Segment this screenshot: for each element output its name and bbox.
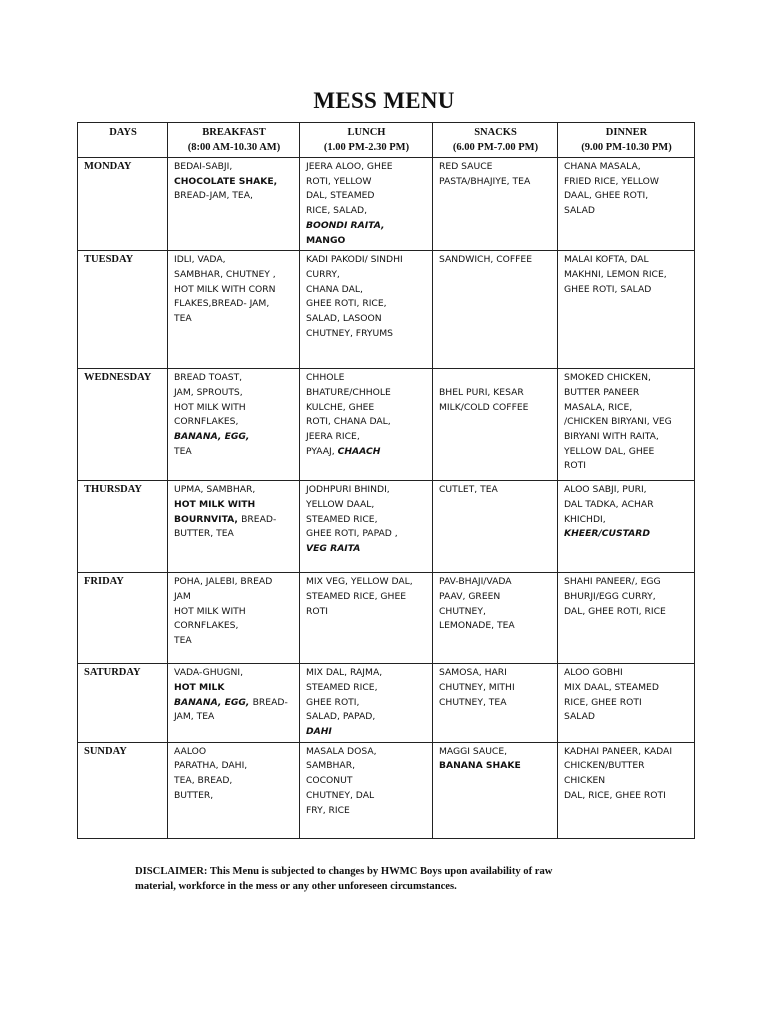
menu-line: BREAD TOAST, bbox=[174, 372, 243, 384]
menu-line: ROTI, YELLOW bbox=[306, 175, 372, 187]
menu-line: JEERA ALOO, GHEE bbox=[306, 161, 393, 172]
menu-line: MAKHNI, LEMON RICE, bbox=[564, 268, 667, 280]
menu-line: MIX DAL, RAJMA, bbox=[306, 667, 383, 679]
menu-line: YELLOW DAL, GHEE bbox=[564, 445, 655, 457]
menu-line: ALOO GOBHI bbox=[564, 667, 623, 679]
breakfast-cell bbox=[168, 251, 300, 369]
menu-line: PARATHA, DAHI, bbox=[174, 760, 248, 772]
page-title: MESS MENU bbox=[313, 88, 455, 113]
header-time: (1.00 PM-2.30 PM) bbox=[323, 142, 410, 153]
menu-line: KADHAI PANEER, KADAI bbox=[564, 745, 673, 757]
menu-line: PAV-BHAJI/VADA bbox=[439, 576, 512, 588]
menu-line: JAM, TEA bbox=[174, 711, 215, 723]
header-lunch bbox=[300, 123, 433, 158]
menu-line: SAMOSA, HARI bbox=[439, 667, 507, 679]
header-label: DAYS bbox=[109, 127, 137, 138]
snacks-cell bbox=[433, 664, 558, 743]
dinner-cell bbox=[558, 664, 695, 743]
day-cell: SATURDAY bbox=[78, 664, 168, 743]
breakfast-cell bbox=[168, 742, 300, 838]
menu-line: BANANA, EGG, bbox=[174, 431, 250, 443]
menu-line: SANDWICH, COFFEE bbox=[439, 254, 533, 266]
menu-line: BHATURE/CHHOLE bbox=[306, 386, 391, 398]
menu-line: VEG RAITA bbox=[306, 543, 361, 555]
menu-line: CHUTNEY, MITHI bbox=[439, 681, 515, 693]
menu-line: CORNFLAKES, bbox=[174, 416, 239, 428]
menu-line: DAL, RICE, GHEE ROTI bbox=[564, 789, 666, 801]
menu-line: DAAL, GHEE ROTI, bbox=[564, 190, 649, 202]
menu-line: SALAD, PAPAD, bbox=[306, 711, 376, 723]
snacks-cell bbox=[433, 742, 558, 838]
menu-line bbox=[439, 371, 552, 386]
menu-line: BOURNVITA, BREAD- bbox=[174, 513, 277, 525]
disclaimer-text-1: This Menu is subjected to changes by HWMC Boys upon availability of raw bbox=[207, 866, 553, 877]
disclaimer-line-2: material, workforce in the mess or any other unforeseen circumstances. bbox=[135, 880, 457, 892]
menu-line: BANANA, EGG, BREAD- bbox=[174, 696, 288, 708]
header-label: SNACKS bbox=[474, 127, 517, 138]
menu-line: BREAD-JAM, TEA, bbox=[174, 190, 253, 202]
menu-line: HOT MILK WITH bbox=[174, 498, 256, 510]
menu-line: SALAD, LASOON bbox=[306, 313, 382, 325]
menu-line: FRY, RICE bbox=[306, 804, 350, 816]
menu-line: CORNFLAKES, bbox=[174, 620, 239, 632]
table-row bbox=[78, 742, 695, 838]
lunch-cell bbox=[300, 251, 433, 369]
menu-line: ROTI bbox=[564, 460, 586, 472]
menu-line: TEA bbox=[174, 445, 192, 457]
header-time: (6.00 PM-7.00 PM) bbox=[452, 142, 539, 153]
menu-line: IDLI, VADA, bbox=[174, 254, 226, 266]
breakfast-cell bbox=[168, 573, 300, 664]
menu-line: MANGO bbox=[306, 234, 346, 246]
menu-line: FRIED RICE, YELLOW bbox=[564, 175, 659, 187]
day-cell: FRIDAY bbox=[78, 573, 168, 664]
menu-line: TEA bbox=[174, 313, 192, 325]
menu-line: JAM bbox=[174, 590, 191, 602]
menu-line: BIRYANI WITH RAITA, bbox=[564, 431, 659, 443]
header-label: LUNCH bbox=[347, 127, 386, 138]
menu-line: AALOO bbox=[174, 745, 207, 757]
header-row bbox=[78, 123, 695, 158]
lunch-cell bbox=[300, 369, 433, 481]
menu-line: HOT MILK WITH bbox=[174, 401, 246, 413]
menu-line: STEAMED RICE, bbox=[306, 681, 378, 693]
header-label: DINNER bbox=[605, 127, 648, 138]
menu-line: BHEL PURI, KESAR bbox=[439, 386, 524, 398]
disclaimer-label: DISCLAIMER: bbox=[135, 866, 208, 877]
menu-line: MAGGI SAUCE, bbox=[439, 745, 508, 757]
menu-line: CHUTNEY, FRYUMS bbox=[306, 327, 393, 339]
header-time: (8:00 AM-10.30 AM) bbox=[187, 142, 281, 153]
menu-line: CHUTNEY, DAL bbox=[306, 789, 375, 801]
menu-line: CHOCOLATE SHAKE, bbox=[174, 175, 278, 187]
menu-line: MIX DAAL, STEAMED bbox=[564, 681, 659, 693]
header-snacks bbox=[433, 123, 558, 158]
breakfast-cell bbox=[168, 158, 300, 251]
lunch-cell bbox=[300, 481, 433, 573]
menu-line: HOT MILK WITH bbox=[174, 605, 246, 617]
menu-line: CHANA MASALA, bbox=[564, 161, 641, 172]
menu-line: ROTI bbox=[306, 605, 328, 617]
lunch-cell bbox=[300, 742, 433, 838]
day-cell: THURSDAY bbox=[78, 481, 168, 573]
menu-line: STEAMED RICE, GHEE bbox=[306, 590, 407, 602]
menu-line: HOT MILK bbox=[174, 681, 225, 693]
menu-table bbox=[77, 122, 695, 839]
day-cell: WEDNESDAY bbox=[78, 369, 168, 481]
menu-line: GHEE ROTI, bbox=[306, 696, 360, 708]
menu-line: COCONUT bbox=[306, 775, 353, 787]
menu-line: YELLOW DAAL, bbox=[306, 498, 375, 510]
menu-line: SALAD bbox=[564, 205, 595, 217]
menu-line: PYAAJ, CHAACH bbox=[306, 445, 381, 457]
menu-line: CHICKEN bbox=[564, 775, 606, 787]
menu-line: GHEE ROTI, SALAD bbox=[564, 283, 652, 295]
disclaimer bbox=[135, 865, 655, 894]
menu-line: POHA, JALEBI, BREAD bbox=[174, 576, 273, 588]
table-row bbox=[78, 158, 695, 251]
menu-line: DAL, STEAMED bbox=[306, 190, 375, 202]
snacks-cell bbox=[433, 369, 558, 481]
dinner-cell bbox=[558, 481, 695, 573]
menu-line: KADI PAKODI/ SINDHI bbox=[306, 254, 403, 266]
menu-line: BUTTER, bbox=[174, 789, 214, 801]
dinner-cell bbox=[558, 742, 695, 838]
menu-line: RICE, SALAD, bbox=[306, 205, 368, 217]
menu-line: GHEE ROTI, RICE, bbox=[306, 298, 387, 310]
menu-line: CHHOLE bbox=[306, 372, 345, 384]
menu-line: PASTA/BHAJIYE, TEA bbox=[439, 175, 531, 187]
menu-line: RED SAUCE bbox=[439, 161, 493, 172]
menu-line: BANANA SHAKE bbox=[439, 760, 521, 772]
menu-line: BEDAI-SABJI, bbox=[174, 161, 233, 172]
menu-line: BUTTER PANEER bbox=[564, 386, 640, 398]
menu-line: SHAHI PANEER/, EGG bbox=[564, 576, 661, 588]
table-row bbox=[78, 573, 695, 664]
breakfast-cell bbox=[168, 664, 300, 743]
menu-line: MILK/COLD COFFEE bbox=[439, 401, 529, 413]
menu-line: BOONDI RAITA, bbox=[306, 219, 385, 231]
lunch-cell bbox=[300, 664, 433, 743]
menu-line: SALAD bbox=[564, 711, 595, 723]
dinner-cell bbox=[558, 369, 695, 481]
header-dinner bbox=[558, 123, 695, 158]
menu-line: ROTI, CHANA DAL, bbox=[306, 416, 391, 428]
menu-line: CHUTNEY, TEA bbox=[439, 696, 507, 708]
menu-line: BHURJI/EGG CURRY, bbox=[564, 590, 656, 602]
menu-line: SAMBHAR, CHUTNEY , bbox=[174, 268, 276, 280]
menu-line: CUTLET, TEA bbox=[439, 484, 498, 496]
menu-line: CHICKEN/BUTTER bbox=[564, 760, 645, 772]
table-row bbox=[78, 664, 695, 743]
menu-line: BUTTER, TEA bbox=[174, 528, 234, 540]
lunch-cell bbox=[300, 573, 433, 664]
dinner-cell bbox=[558, 251, 695, 369]
menu-line: DAL TADKA, ACHAR bbox=[564, 498, 654, 510]
table-row bbox=[78, 369, 695, 481]
breakfast-cell bbox=[168, 481, 300, 573]
menu-line: SAMBHAR, bbox=[306, 760, 356, 772]
header-label: BREAKFAST bbox=[202, 127, 266, 138]
snacks-cell bbox=[433, 573, 558, 664]
menu-line: KULCHE, GHEE bbox=[306, 401, 375, 413]
menu-line: UPMA, SAMBHAR, bbox=[174, 484, 256, 496]
menu-line: CURRY, bbox=[306, 268, 340, 280]
menu-line: LEMONADE, TEA bbox=[439, 620, 515, 632]
lunch-cell bbox=[300, 158, 433, 251]
menu-line: FLAKES,BREAD- JAM, bbox=[174, 298, 270, 310]
breakfast-cell bbox=[168, 369, 300, 481]
menu-line: DAHI bbox=[306, 726, 332, 738]
table-row bbox=[78, 251, 695, 369]
menu-line: JAM, SPROUTS, bbox=[174, 386, 243, 398]
menu-line: JODHPURI BHINDI, bbox=[306, 484, 390, 496]
table-row bbox=[78, 481, 695, 573]
menu-line: TEA, BREAD, bbox=[174, 775, 233, 787]
menu-line: /CHICKEN BIRYANI, VEG bbox=[564, 416, 672, 428]
menu-line: JEERA RICE, bbox=[306, 431, 360, 443]
menu-line: CHUTNEY, bbox=[439, 605, 486, 617]
header-breakfast bbox=[168, 123, 300, 158]
menu-line: SMOKED CHICKEN, bbox=[564, 372, 651, 384]
header-time: (9.00 PM-10.30 PM) bbox=[581, 142, 672, 153]
dinner-cell bbox=[558, 158, 695, 251]
menu-line: KHEER/CUSTARD bbox=[564, 528, 650, 540]
menu-line: KHICHDI, bbox=[564, 513, 606, 525]
menu-line: STEAMED RICE, bbox=[306, 513, 378, 525]
snacks-cell bbox=[433, 481, 558, 573]
menu-line: ALOO SABJI, PURI, bbox=[564, 484, 647, 496]
menu-line: CHANA DAL, bbox=[306, 283, 363, 295]
snacks-cell bbox=[433, 251, 558, 369]
menu-line: PAAV, GREEN bbox=[439, 590, 501, 602]
disclaimer-line-1 bbox=[135, 865, 655, 880]
menu-line: GHEE ROTI, PAPAD , bbox=[306, 528, 398, 540]
dinner-cell bbox=[558, 573, 695, 664]
day-cell: SUNDAY bbox=[78, 742, 168, 838]
day-cell: MONDAY bbox=[78, 158, 168, 251]
menu-line: DAL, GHEE ROTI, RICE bbox=[564, 605, 666, 617]
menu-line: MASALA, RICE, bbox=[564, 401, 633, 413]
menu-line: HOT MILK WITH CORN bbox=[174, 283, 276, 295]
menu-body bbox=[78, 158, 695, 839]
day-cell: TUESDAY bbox=[78, 251, 168, 369]
menu-line: MASALA DOSA, bbox=[306, 745, 377, 757]
menu-line: MALAI KOFTA, DAL bbox=[564, 254, 649, 266]
menu-line: VADA-GHUGNI, bbox=[174, 667, 244, 679]
header-days bbox=[78, 123, 168, 158]
snacks-cell bbox=[433, 158, 558, 251]
menu-line: TEA bbox=[174, 635, 192, 647]
menu-line: MIX VEG, YELLOW DAL, bbox=[306, 576, 413, 588]
menu-line: RICE, GHEE ROTI bbox=[564, 696, 642, 708]
